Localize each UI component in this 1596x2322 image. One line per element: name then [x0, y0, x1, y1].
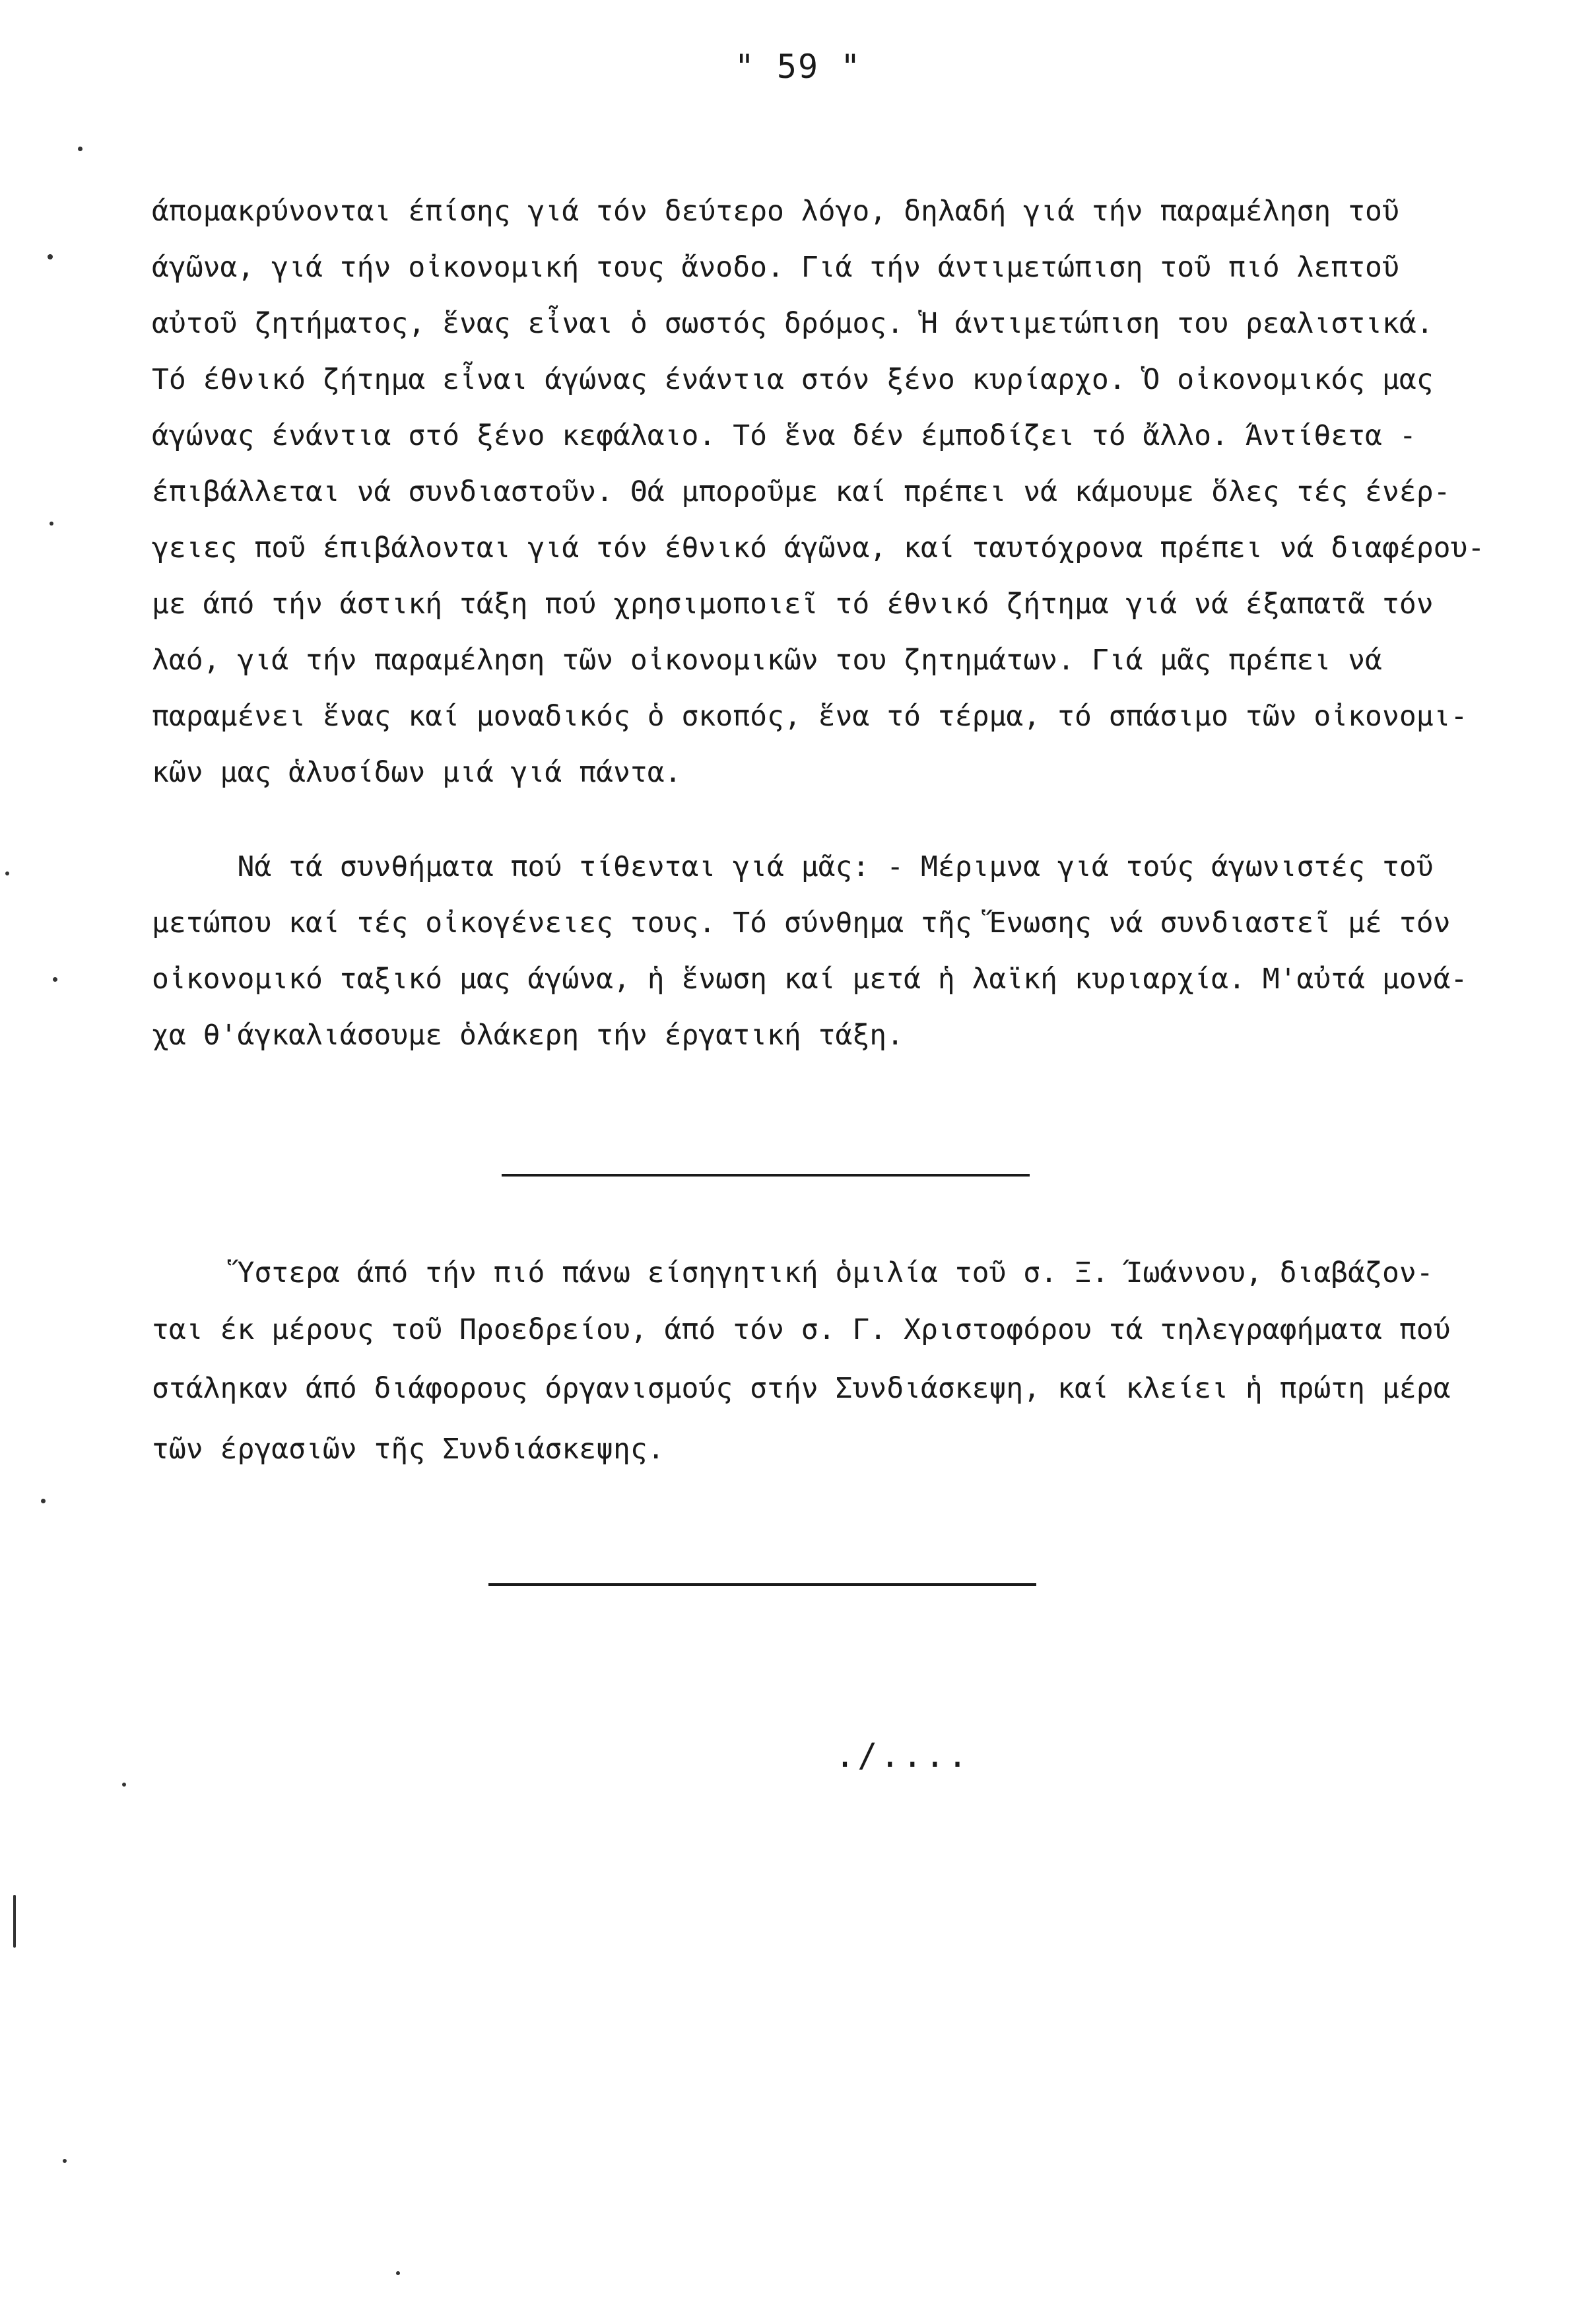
text-line: με άπό τήν άστική τάξη πού χρησιμοποιεῖ τό έθνικό ζήτημα γιά νά έξαπατᾶ τόν — [152, 588, 1434, 621]
scan-speck — [396, 2271, 400, 2275]
text-line: ται έκ μέρους τοῦ Προεδρείου, άπό τόν σ. Γ. Χριστοφόρου τά τηλεγραφήματα πού — [152, 1313, 1451, 1346]
text-line: τῶν έργασιῶν τῆς Συνδιάσκεψης. — [152, 1433, 665, 1466]
scan-speck — [78, 147, 83, 151]
text-line: παραμένει ἕνας καί μοναδικός ὁ σκοπός, ἕνα τό τέρμα, τό σπάσιμο τῶν οἰκονομι- — [152, 700, 1468, 733]
scan-speck — [50, 522, 53, 526]
page-number: " 59 " — [734, 48, 862, 86]
text-line: άπομακρύνονται έπίσης γιά τόν δεύτερο λόγο, δηλαδή γιά τήν παραμέληση τοῦ — [152, 195, 1399, 228]
text-line: χα θ'άγκαλιάσουμε ὁλάκερη τήν έργατική τάξη. — [152, 1019, 904, 1052]
scan-speck — [53, 977, 57, 982]
scan-speck — [5, 871, 9, 875]
scan-speck — [41, 1499, 46, 1503]
continuation-mark: ./.... — [835, 1736, 970, 1775]
text-line: λαό, γιά τήν παραμέληση τῶν οἰκονομικῶν του ζητημάτων. Γιά μᾶς πρέπει νά — [152, 644, 1382, 677]
scan-speck — [13, 1895, 16, 1948]
text-line: μετώπου καί τές οἰκογένειες τους. Τό σύνθημα τῆς Ἕνωσης νά συνδιαστεῖ μέ τόν — [152, 906, 1451, 939]
text-line: οἰκονομικό ταξικό μας άγώνα, ἡ ἕνωση καί μετά ἡ λαϊκή κυριαρχία. Μ'αὐτά μονά- — [152, 963, 1468, 996]
text-line: κῶν μας ἁλυσίδων μιά γιά πάντα. — [152, 756, 682, 789]
text-line: αὐτοῦ ζητήματος, ἕνας εἶναι ὁ σωστός δρόμος. Ἡ άντιμετώπιση του ρεαλιστικά. — [152, 307, 1434, 340]
text-line: Ὕστερα άπό τήν πιό πάνω είσηγητική ὁμιλία τοῦ σ. Ξ. Ίωάννου, διαβάζον- — [152, 1256, 1434, 1289]
scan-speck — [63, 2159, 67, 2163]
separator-rule — [488, 1583, 1036, 1586]
scan-speck — [48, 254, 53, 259]
text-line: στάληκαν άπό διάφορους όργανισμούς στήν Συνδιάσκεψη, καί κλείει ἡ πρώτη μέρα — [152, 1372, 1451, 1405]
text-line: Νά τά συνθήματα πού τίθενται γιά μᾶς: - Μέριμνα γιά τούς άγωνιστές τοῦ — [152, 850, 1434, 883]
scan-speck — [122, 1783, 126, 1787]
separator-rule — [502, 1174, 1030, 1177]
text-line: άγῶνα, γιά τήν οἰκονομική τους ἄνοδο. Γιά τήν άντιμετώπιση τοῦ πιό λεπτοῦ — [152, 251, 1399, 284]
text-line: Τό έθνικό ζήτημα εἶναι άγώνας ένάντια στόν ξένο κυρίαρχο. Ὁ οἰκονομικός μας — [152, 363, 1434, 396]
text-line: γειες ποῦ έπιβάλονται γιά τόν έθνικό άγῶνα, καί ταυτόχρονα πρέπει νά διαφέρου- — [152, 531, 1485, 564]
text-line: έπιβάλλεται νά συνδιαστοῦν. Θά μποροῦμε καί πρέπει νά κάμουμε ὅλες τές ένέρ- — [152, 475, 1451, 508]
text-line: άγώνας ένάντια στό ξένο κεφάλαιο. Τό ἕνα δέν έμποδίζει τό ἄλλο. Άντίθετα - — [152, 419, 1416, 452]
